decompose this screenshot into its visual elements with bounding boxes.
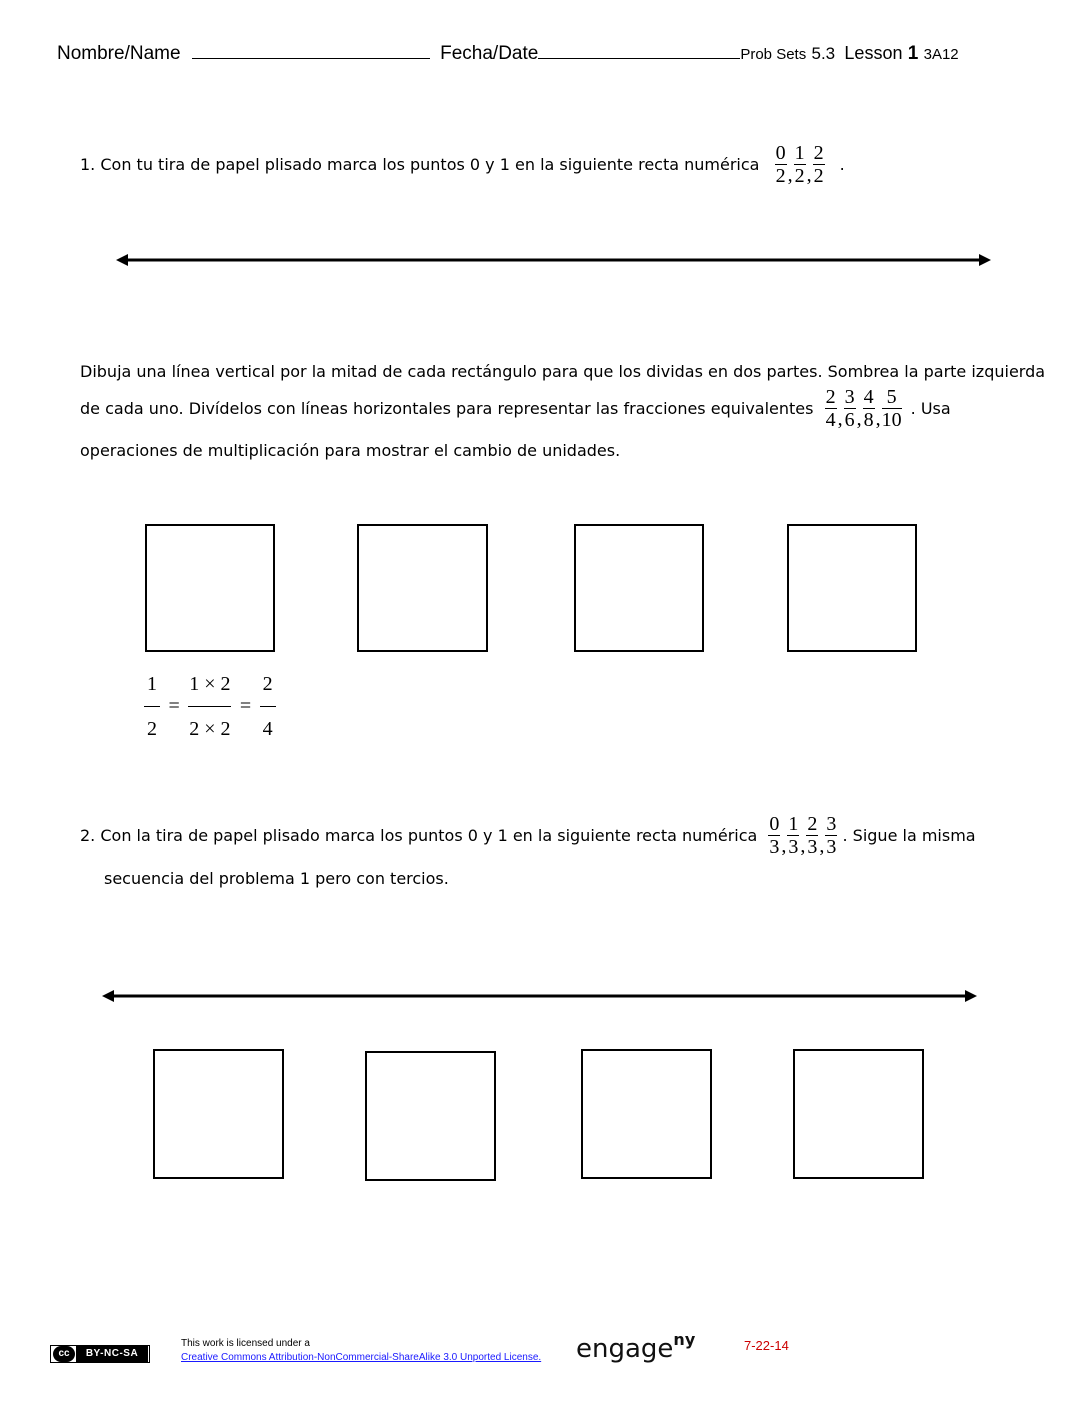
fraction: $\frac{2}{4}$	[260, 662, 276, 751]
instructions-line-3: operaciones de multiplicación para mostrar el cambio de unidades.	[80, 441, 621, 460]
drawing-box[interactable]	[357, 524, 488, 652]
problem-1-fractions: $\frac{0}{2}$ , $\frac{1}{2}$ , $\frac{2}{2}$	[775, 142, 824, 187]
date-blank[interactable]	[538, 40, 740, 59]
lesson-code: 3A12	[923, 46, 959, 63]
fraction: $\frac{2}{2}$	[813, 142, 824, 187]
problem-2-fractions: $\frac{0}{3}$ , $\frac{1}{3}$ , $\frac{2}{3}$ , $\frac{3}{3}$	[769, 813, 837, 858]
fraction: $\frac{1}{2}$	[794, 142, 805, 187]
drawing-box[interactable]	[581, 1049, 712, 1179]
instructions-line-1: Dibuja una línea vertical por la mitad de cada rectángulo para que los dividas en dos partes. Sombrea la parte izquierda	[80, 362, 1046, 381]
fraction: $\frac{0}{2}$	[775, 142, 786, 187]
example-equation: $\frac{1}{2}$ = $\frac{1 \times 2}{2 \times 2}$ = $\frac{2}{4}$	[144, 662, 276, 751]
drawing-box[interactable]	[365, 1051, 496, 1181]
fraction: $\frac{2}{4}$	[825, 386, 836, 431]
end-period: .	[839, 155, 845, 174]
cc-badge-text: BY-NC-SA	[76, 1346, 148, 1362]
engageny-logo: engageny	[576, 1330, 696, 1364]
lesson-number: 1	[907, 43, 919, 64]
number-line-1[interactable]	[112, 248, 997, 272]
number-line-2[interactable]	[98, 984, 983, 1008]
fraction: $\frac{0}{3}$	[769, 813, 780, 858]
name-label: Nombre/Name	[57, 43, 181, 64]
cc-icon: cc	[53, 1346, 75, 1362]
fraction: $\frac{1 \times 2}{2 \times 2}$	[188, 662, 231, 751]
cc-license-badge[interactable]	[50, 1345, 150, 1363]
problem-2-after: . Sigue la misma	[842, 826, 976, 845]
header	[57, 40, 959, 65]
footer-date: 7-22-14	[744, 1338, 789, 1353]
problem-2-line-2: secuencia del problema 1 pero con tercios.	[104, 869, 449, 888]
instructions-tail: . Usa	[910, 399, 951, 418]
equivalent-fractions: $\frac{2}{4}$ , $\frac{3}{6}$ , $\frac{4}{8}$ , $\frac{5}{10}$	[825, 386, 902, 431]
fraction: $\frac{3}{6}$	[844, 386, 855, 431]
drawing-box[interactable]	[153, 1049, 284, 1179]
instructions-line-2	[80, 386, 951, 431]
instructions-text: de cada uno. Divídelos con líneas horizontales para representar las fracciones equivalentes	[80, 399, 814, 418]
fraction: $\frac{4}{8}$	[863, 386, 874, 431]
drawing-box[interactable]	[574, 524, 704, 652]
fraction: $\frac{1}{3}$	[788, 813, 799, 858]
problem-1	[80, 142, 845, 187]
fraction: $\frac{1}{2}$	[144, 662, 160, 751]
drawing-box[interactable]	[787, 524, 917, 652]
date-label: Fecha/Date	[440, 43, 539, 64]
license-line-1: This work is licensed under a	[181, 1338, 310, 1349]
name-blank[interactable]	[192, 40, 430, 59]
prob-sets-number: 5.3	[811, 44, 836, 63]
problem-2-text: 2. Con la tira de papel plisado marca los puntos 0 y 1 en la siguiente recta numérica	[80, 826, 758, 845]
problem-1-text: 1. Con tu tira de papel plisado marca los puntos 0 y 1 en la siguiente recta numérica	[80, 155, 760, 174]
problem-2	[80, 813, 976, 858]
fraction: $\frac{5}{10}$	[881, 386, 902, 431]
fraction: $\frac{3}{3}$	[826, 813, 837, 858]
drawing-box[interactable]	[793, 1049, 924, 1179]
license-link[interactable]: Creative Commons Attribution-NonCommercial-ShareAlike 3.0 Unported License.	[181, 1352, 542, 1363]
drawing-box[interactable]	[145, 524, 275, 652]
fraction: $\frac{2}{3}$	[807, 813, 818, 858]
prob-sets-label: Prob Sets	[740, 46, 807, 63]
lesson-label: Lesson	[844, 43, 903, 63]
